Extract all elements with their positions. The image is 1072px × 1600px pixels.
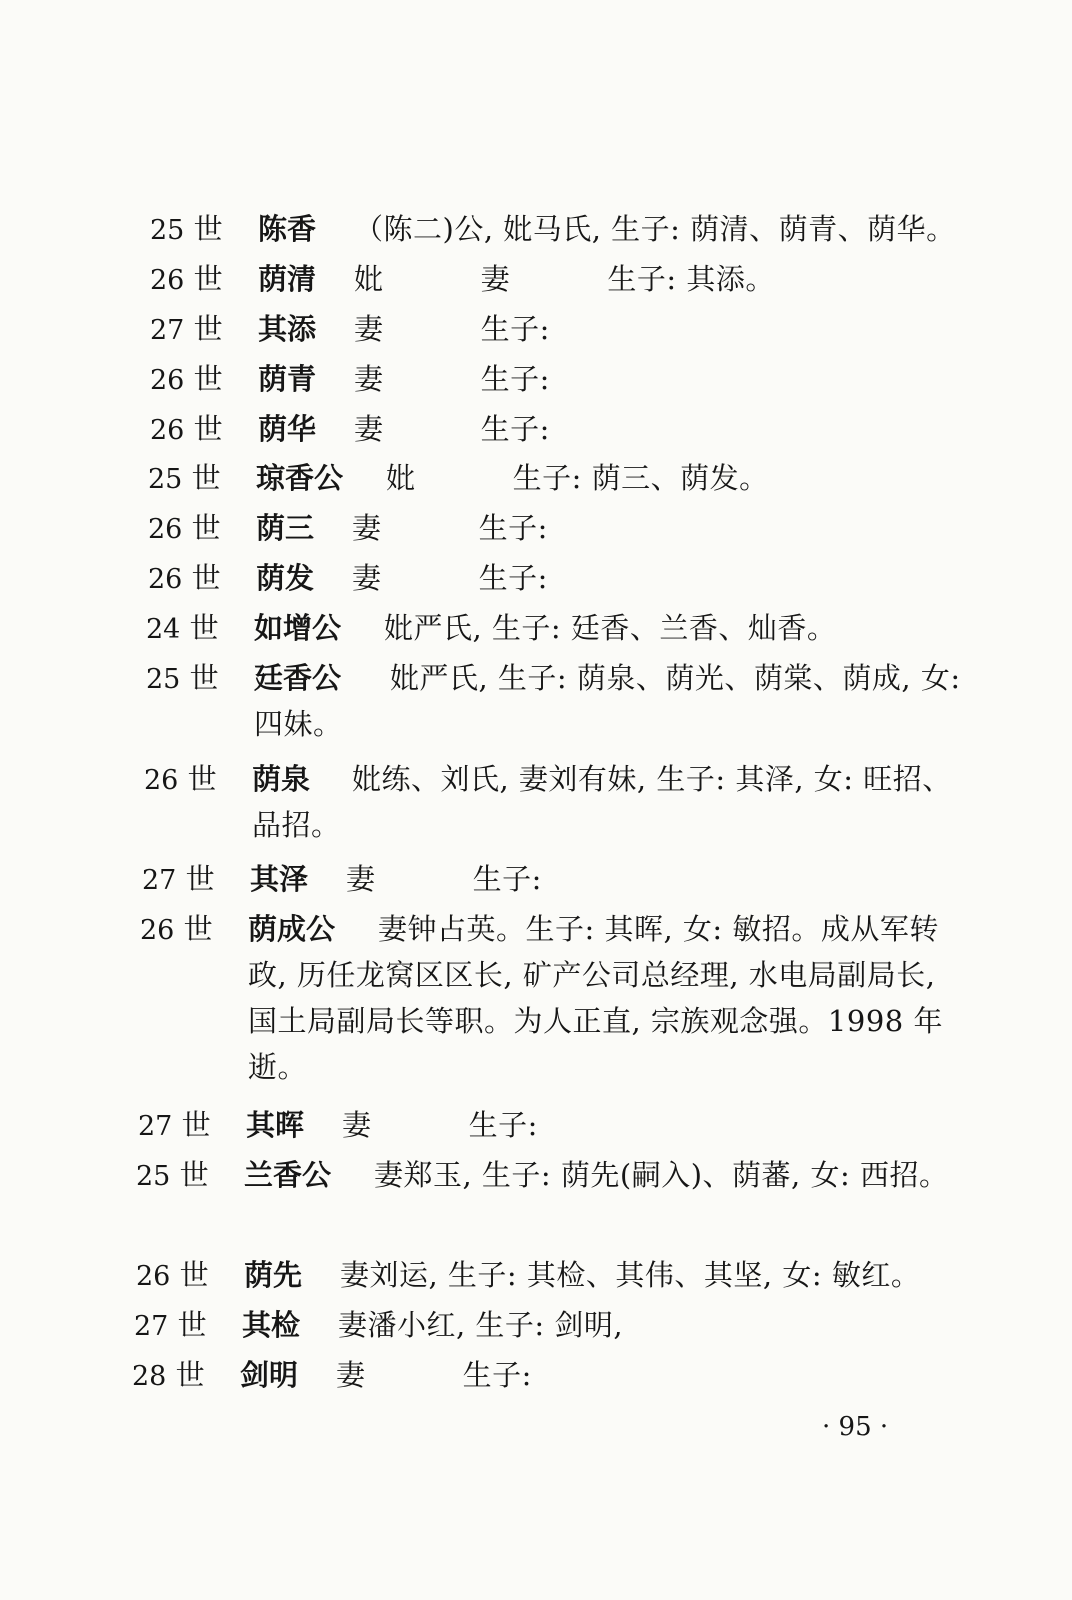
- generation-label: [132, 1352, 232, 1400]
- person-name: 陈香: [258, 212, 317, 246]
- generation-suffix: 世: [193, 212, 223, 246]
- genealogy-entry: [144, 756, 974, 848]
- person-name: 其泽: [250, 862, 309, 896]
- generation-number: 25: [148, 464, 183, 495]
- genealogy-entry: [150, 256, 980, 302]
- generation-suffix: 世: [183, 912, 213, 946]
- genealogy-entry: [140, 906, 970, 1090]
- generation-number: 26: [144, 765, 179, 796]
- person-name: 其检: [242, 1308, 301, 1342]
- entry-description: 妣 生子: 荫三、荫发。: [386, 461, 769, 495]
- generation-label: [144, 756, 244, 804]
- generation-label: [148, 555, 248, 603]
- generation-suffix: 世: [175, 1358, 205, 1392]
- genealogy-entry: [134, 1302, 964, 1348]
- page-number: · 95 ·: [822, 1412, 889, 1442]
- generation-number: 27: [150, 315, 185, 346]
- generation-suffix: 世: [191, 511, 221, 545]
- entry-description: 妣严氏, 生子: 廷香、兰香、灿香。: [384, 611, 837, 645]
- entry-description: 妻 生子:: [354, 362, 550, 396]
- generation-label: [150, 356, 250, 404]
- generation-label: [150, 406, 250, 454]
- entry-description: 妣练、刘氏, 妻刘有妹, 生子: 其泽, 女: 旺招、品招。: [252, 762, 952, 842]
- generation-suffix: 世: [189, 611, 219, 645]
- generation-number: 26: [148, 514, 183, 545]
- genealogy-entry: [138, 1102, 968, 1148]
- entry-description: 妻 生子:: [342, 1108, 538, 1142]
- generation-number: 26: [136, 1261, 171, 1292]
- generation-label: [140, 906, 240, 954]
- genealogy-entry: [136, 1152, 966, 1198]
- entry-description: （陈二)公, 妣马氏, 生子: 荫清、荫青、荫华。: [354, 212, 956, 246]
- person-name: 荫清: [258, 262, 317, 296]
- generation-number: 27: [138, 1111, 173, 1142]
- person-name: 荫先: [244, 1258, 303, 1292]
- person-name: 荫青: [258, 362, 317, 396]
- generation-label: [142, 856, 242, 904]
- generation-number: 24: [146, 614, 181, 645]
- generation-suffix: 世: [193, 262, 223, 296]
- person-name: 琼香公: [256, 461, 344, 495]
- entry-description: 妣 妻 生子: 其添。: [354, 262, 775, 296]
- generation-suffix: 世: [191, 561, 221, 595]
- person-name: 荫泉: [252, 762, 311, 796]
- entry-description: 妻郑玉, 生子: 荫先(嗣入)、荫蕃, 女: 西招。: [374, 1158, 949, 1192]
- generation-label: [146, 655, 246, 703]
- genealogy-entry: [136, 1252, 966, 1298]
- genealogy-entry: [150, 356, 980, 402]
- generation-number: 26: [148, 564, 183, 595]
- entry-description: 妻 生子:: [346, 862, 542, 896]
- genealogy-entry: [150, 406, 980, 452]
- generation-suffix: 世: [193, 412, 223, 446]
- entry-description: 妻 生子:: [352, 561, 548, 595]
- genealogy-entry: [148, 455, 978, 501]
- genealogy-entry: [146, 655, 976, 747]
- person-name: 荫华: [258, 412, 317, 446]
- genealogy-entry: [150, 206, 980, 252]
- genealogy-entry: [132, 1352, 962, 1398]
- generation-suffix: 世: [181, 1108, 211, 1142]
- generation-number: 26: [150, 415, 185, 446]
- generation-suffix: 世: [179, 1158, 209, 1192]
- generation-label: [136, 1252, 236, 1300]
- generation-number: 25: [136, 1161, 171, 1192]
- generation-number: 26: [150, 365, 185, 396]
- generation-label: [150, 206, 250, 254]
- generation-label: [150, 256, 250, 304]
- generation-number: 28: [132, 1361, 167, 1392]
- entry-description: 妻刘运, 生子: 其检、其伟、其坚, 女: 敏红。: [340, 1258, 921, 1292]
- genealogy-entry: [148, 555, 978, 601]
- generation-suffix: 世: [187, 762, 217, 796]
- generation-number: 26: [140, 915, 175, 946]
- generation-suffix: 世: [177, 1308, 207, 1342]
- generation-suffix: 世: [193, 312, 223, 346]
- person-name: 荫三: [256, 511, 315, 545]
- generation-suffix: 世: [179, 1258, 209, 1292]
- generation-suffix: 世: [185, 862, 215, 896]
- generation-suffix: 世: [191, 461, 221, 495]
- entry-description: 妻 生子:: [336, 1358, 532, 1392]
- entry-description: 妻 生子:: [352, 511, 548, 545]
- generation-label: [136, 1152, 236, 1200]
- generation-label: [146, 605, 246, 653]
- entry-description: 妻潘小红, 生子: 剑明,: [338, 1308, 624, 1342]
- generation-suffix: 世: [189, 661, 219, 695]
- entry-description: 妻钟占英。生子: 其晖, 女: 敏招。成从军转政, 历任龙窝区区长, 矿产公司总经理, 水电局副局长, 国土局副局长等职。为人正直, 宗族观念强。1998 年逝。: [248, 912, 946, 1084]
- generation-number: 27: [134, 1311, 169, 1342]
- person-name: 荫发: [256, 561, 315, 595]
- generation-label: [138, 1102, 238, 1150]
- genealogy-entry: [148, 505, 978, 551]
- generation-number: 26: [150, 265, 185, 296]
- person-name: 如增公: [254, 611, 342, 645]
- generation-number: 27: [142, 865, 177, 896]
- generation-label: [150, 306, 250, 354]
- entry-description: 妻 生子:: [354, 312, 550, 346]
- person-name: 廷香公: [254, 661, 342, 695]
- person-name: 兰香公: [244, 1158, 332, 1192]
- generation-label: [148, 505, 248, 553]
- entry-description: 妻 生子:: [354, 412, 550, 446]
- generation-number: 25: [146, 664, 181, 695]
- genealogy-entry: [146, 605, 976, 651]
- person-name: 其晖: [246, 1108, 305, 1142]
- person-name: 荫成公: [248, 912, 336, 946]
- generation-label: [148, 455, 248, 503]
- genealogy-entry: [142, 856, 972, 902]
- generation-suffix: 世: [193, 362, 223, 396]
- genealogy-entry: [150, 306, 980, 352]
- person-name: 其添: [258, 312, 317, 346]
- generation-label: [134, 1302, 234, 1350]
- generation-number: 25: [150, 215, 185, 246]
- person-name: 剑明: [240, 1358, 299, 1392]
- entry-description: 妣严氏, 生子: 荫泉、荫光、荫棠、荫成, 女: 四妹。: [254, 661, 971, 741]
